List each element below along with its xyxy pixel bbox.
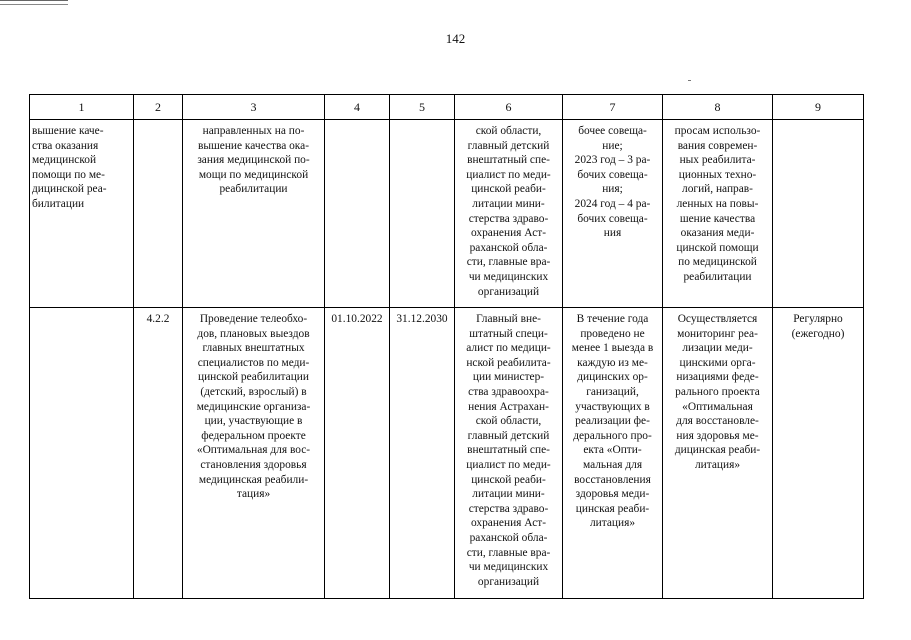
responsible-cell: Главный вне- штатный специ- алист по медици- нской реабилита- ции министер- ства здравоохра- нения Астрахан- ской области, главный детский внештатный спе- циалист по меди- цинской реаби- литации мини- стерства здраво- охранения Аст- раханской обла- сти, главные вра- чи медицинских организаций (455, 308, 563, 599)
header-cell: 7 (563, 95, 663, 120)
item-number-cell (134, 120, 183, 308)
frequency-cell: Регулярно (ежегодно) (773, 308, 864, 599)
goal-cell (30, 308, 134, 599)
activity-cell: Проведение телеобхо- дов, плановых выездов главных внештатных специалистов по меди- цинской реабилитации (детский, взрослый) в медицинские организа- ции, участвующие в федеральном проекте «Оптимальная для вос- становления здоровья медицинская реабили- тация» (183, 308, 325, 599)
table-header-row (30, 95, 864, 120)
item-number-cell: 4.2.2 (134, 308, 183, 599)
header-cell: 6 (455, 95, 563, 120)
frequency-cell (773, 120, 864, 308)
responsible-cell: ской области, главный детский внештатный спе- циалист по меди- цинской реаби- литации мини- стерства здраво- охранения Аст- раханской обла- сти, главные вра- чи медицинских организаций (455, 120, 563, 308)
header-cell: 8 (663, 95, 773, 120)
start-date-cell (325, 120, 390, 308)
goal-cell: вышение каче- ства оказания медицинской помощи по ме- дицинской реа- билитации (30, 120, 134, 308)
table-row (30, 120, 864, 308)
header-cell: 5 (390, 95, 455, 120)
header-cell: 1 (30, 95, 134, 120)
table-row (30, 308, 864, 599)
scan-edge-mark (0, 0, 68, 5)
header-cell: 9 (773, 95, 864, 120)
header-cell: 4 (325, 95, 390, 120)
control-cell: Осуществляется мониторинг реа- лизации меди- цинскими орга- низациями феде- рального проекта «Оптимальная для восстановле- ния здоровья ме- дицинская реаби- литация» (663, 308, 773, 599)
result-cell: бочее совеща- ние; 2023 год – 3 ра- бочих совеща- ния; 2024 год – 4 ра- бочих совеща- ния (563, 120, 663, 308)
page-number: 142 (445, 31, 466, 46)
plan-table (29, 94, 864, 599)
control-cell: просам использо- вания современ- ных реабилита- ционных техно- логий, направ- ленных на повы- шение качества оказания меди- цинской помощи по медицинской реабилитации (663, 120, 773, 308)
result-cell: В течение года проведено не менее 1 выезда в каждую из ме- дицинских ор- ганизаций, участвующих в реализации фе- дерального про- екта «Опти- мальная для восстановления здоровья меди- цинская реаби- литация» (563, 308, 663, 599)
start-date-cell: 01.10.2022 (325, 308, 390, 599)
header-cell: 3 (183, 95, 325, 120)
scan-speck (688, 80, 691, 81)
activity-cell: направленных на по- вышение качества ока- зания медицинской по- мощи по медицинской реабилитации (183, 120, 325, 308)
end-date-cell (390, 120, 455, 308)
end-date-cell: 31.12.2030 (390, 308, 455, 599)
header-cell: 2 (134, 95, 183, 120)
